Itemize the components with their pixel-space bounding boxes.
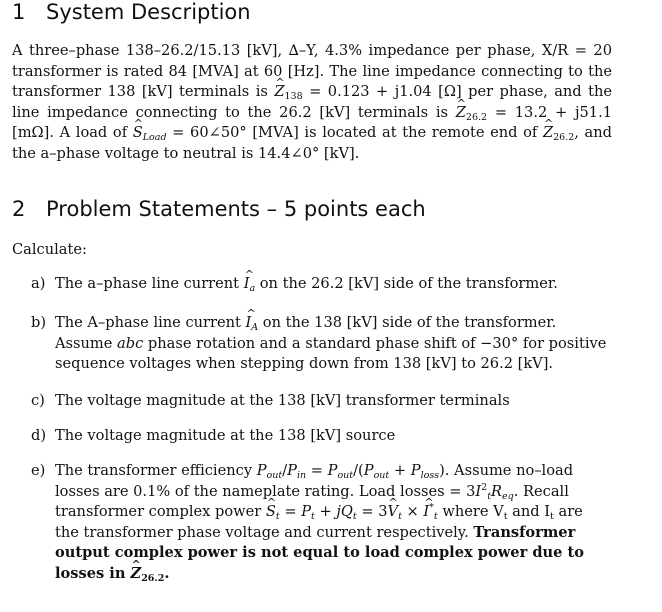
math-subscript: out <box>373 470 390 481</box>
z262-subscript: 26.2 <box>553 132 575 144</box>
item-text: × <box>401 503 424 521</box>
item-label: b) <box>31 314 47 331</box>
intro-text: = 13.2 + j51.1 [mΩ]. A load of <box>12 103 612 142</box>
abc-rotation: abc <box>117 334 144 352</box>
z262-symbol: Z <box>455 103 466 121</box>
item-text: . Recall transformer complex power <box>55 482 569 521</box>
math-symbol: P <box>256 462 267 479</box>
system-description-paragraph <box>12 41 612 165</box>
item-text: ). Assume no–load losses are 0.1% of the nameplate rating. Load losses = 3 <box>55 462 574 500</box>
math-symbol: R <box>491 482 503 500</box>
item-text: The A–phase line current <box>55 314 246 331</box>
current-symbol: I <box>245 314 252 331</box>
emphasis-text: . <box>164 564 170 582</box>
z138-symbol: Z <box>274 83 285 101</box>
item-text: The transformer efficiency <box>55 462 257 479</box>
intro-text: , and the a–phase voltage to neutral is 14.4∠0° [kV]. <box>12 124 612 162</box>
math-subscript: t <box>550 511 554 523</box>
z262-symbol: Z <box>542 124 554 142</box>
math-superscript: * <box>429 502 434 514</box>
problem-item-b <box>31 313 611 375</box>
section-2-title <box>12 197 426 221</box>
z262-subscript: 26.2 <box>141 572 165 584</box>
item-label: d) <box>31 427 47 444</box>
current-subscript: A <box>251 322 259 333</box>
intro-text: = 0.123 + j1.04 [Ω] per phase, and the line impedance connecting to the 26.2 [kV] terminals is <box>12 83 612 121</box>
item-text: + <box>314 503 337 521</box>
section-1-title <box>12 0 251 24</box>
intro-text: = 60∠50° [MVA] is located at the remote end of <box>166 124 543 142</box>
item-text: / <box>282 462 288 479</box>
math-symbol: I <box>423 503 430 521</box>
item-text: = <box>279 503 302 521</box>
item-label: e) <box>31 462 46 479</box>
problem-item-e <box>31 461 611 585</box>
math-symbol: P <box>327 462 338 479</box>
math-subscript: t <box>503 511 508 523</box>
item-text: where V <box>437 503 504 521</box>
z138-subscript: 138 <box>284 91 303 103</box>
item-label: c) <box>31 392 45 409</box>
problem-item-d <box>31 426 611 447</box>
math-subscript: t <box>275 511 280 523</box>
item-text: = 3 <box>356 503 388 521</box>
math-subscript: out <box>337 470 354 481</box>
item-text: + <box>389 462 411 479</box>
item-text: and I <box>507 503 551 521</box>
section-1-heading: System Description <box>46 0 251 24</box>
item-text: The voltage magnitude at the 138 [kV] transformer terminals <box>55 392 510 409</box>
sload-symbol: S <box>132 124 143 142</box>
math-symbol: P <box>301 503 312 521</box>
math-subscript: loss <box>420 470 440 481</box>
calculate-label: Calculate: <box>12 241 87 258</box>
math-subscript: t <box>433 511 438 523</box>
current-subscript: a <box>249 283 256 294</box>
math-symbol: P <box>363 462 374 479</box>
math-subscript: t <box>487 490 492 502</box>
z262-subscript: 26.2 <box>465 111 488 123</box>
section-1-number: 1 <box>12 0 26 24</box>
current-symbol: I <box>243 275 250 292</box>
math-symbol: I <box>475 482 482 500</box>
problem-item-c <box>31 391 611 412</box>
emphasis-text: Transformer output complex power is not equal to load complex power due to losses in <box>55 523 585 582</box>
math-symbol: V <box>387 503 399 521</box>
section-2-heading: Problem Statements – 5 points each <box>46 197 426 221</box>
item-text: /( <box>353 462 364 479</box>
math-symbol: P <box>410 462 421 479</box>
math-subscript: t <box>398 511 402 523</box>
problem-item-a <box>31 274 611 295</box>
math-symbol: S <box>265 503 276 521</box>
item-label: a) <box>31 275 46 292</box>
math-subscript: in <box>296 470 307 481</box>
math-symbol: jQ <box>336 503 353 521</box>
item-text: phase rotation and a standard phase shift of −30° for positive sequence voltages when stepping down from 138 [kV] to 26.2 [kV]. <box>55 334 607 373</box>
math-symbol: P <box>287 462 297 479</box>
sload-subscript: Load <box>142 132 167 144</box>
item-text: = <box>306 462 328 479</box>
item-text: on the 138 [kV] side of the transformer. Assume <box>55 314 557 352</box>
math-subscript: t <box>352 511 357 523</box>
z262-symbol: Z <box>130 564 142 582</box>
math-subscript: out <box>266 470 283 481</box>
section-2-number: 2 <box>12 197 26 221</box>
item-text: on the 26.2 [kV] side of the transformer. <box>255 275 558 292</box>
item-text: The voltage magnitude at the 138 [kV] source <box>55 427 396 444</box>
item-text: The a–phase line current <box>55 275 244 292</box>
item-text: are the transformer phase voltage and current respectively. <box>55 503 583 541</box>
math-subscript: eq <box>502 490 514 502</box>
intro-text: A three–phase 138–26.2/15.13 [kV], ∆–Y, 4.3% impedance per phase, X/R = 20 transformer is rated 84 [MVA] at 60 [Hz]. The line impedance connecting to the transformer 138 [kV] terminals is <box>12 42 612 101</box>
math-subscript: t <box>311 511 315 523</box>
math-superscript: 2 <box>481 481 488 493</box>
